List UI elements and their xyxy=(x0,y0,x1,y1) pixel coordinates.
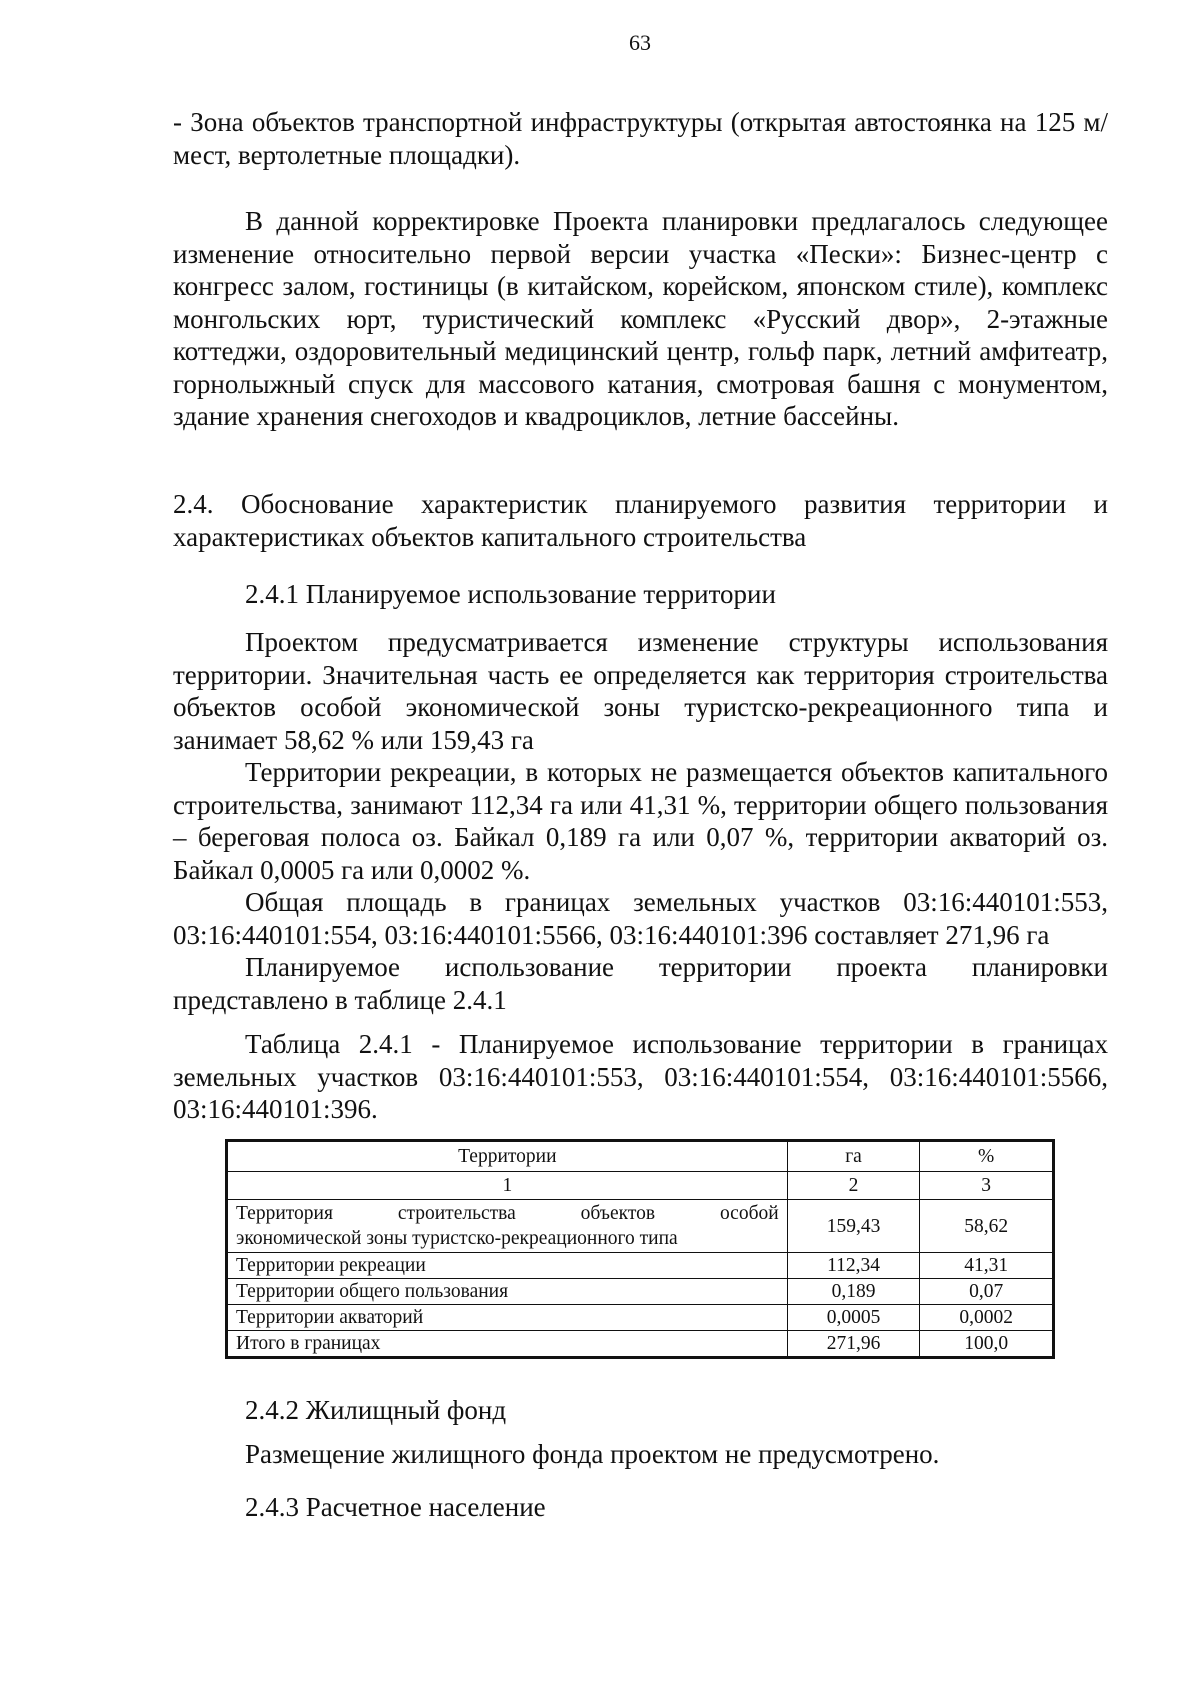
paragraph-housing-stock: Размещение жилищного фонда проектом не предусмотрено. xyxy=(245,1439,940,1469)
table-row xyxy=(227,1279,1054,1305)
table-cell-percent: 0,0002 xyxy=(920,1305,1054,1331)
table-cell-ha: 0,189 xyxy=(787,1279,920,1305)
section-heading-2-4-3: 2.4.3 Расчетное население xyxy=(245,1492,546,1522)
paragraph-total-area: Общая площадь в границах земельных участков 03:16:440101:553, 03:16:440101:554, 03:16:440101:5566, 03:16:440101:396 составляет 271,96 га xyxy=(173,887,1108,950)
table-cell-percent: 41,31 xyxy=(920,1253,1054,1279)
territory-usage-table xyxy=(225,1139,1055,1359)
table-cell-name-line: Территория строительства объектов особой xyxy=(236,1203,779,1224)
table-header-row xyxy=(227,1141,1054,1172)
table-column-number: 3 xyxy=(920,1172,1054,1200)
table-cell-percent: 58,62 xyxy=(920,1200,1054,1253)
table-cell-name: Территории рекреации xyxy=(227,1253,788,1279)
table-row-total xyxy=(227,1331,1054,1358)
table-cell-name: Итого в границах xyxy=(227,1331,788,1358)
table-cell-ha: 0,0005 xyxy=(787,1305,920,1331)
table-cell-ha: 159,43 xyxy=(787,1200,920,1253)
table-row xyxy=(227,1200,1054,1253)
paragraph-structure-change: Проектом предусматривается изменение структуры использования территории. Значительная часть ее определяется как территория строительства объектов особой экономической зоны туристско-рекреационного типа и занимает 58,62 % или 159,43 га xyxy=(173,627,1108,755)
table-cell-percent: 0,07 xyxy=(920,1279,1054,1305)
table-row xyxy=(227,1305,1054,1331)
table-column-number-row xyxy=(227,1172,1054,1200)
table-cell-ha: 112,34 xyxy=(787,1253,920,1279)
paragraph-project-adjustment: В данной корректировке Проекта планировки предлагалось следующее изменение относительно первой версии участка «Пески»: Бизнес-центр с конгресс залом, гостиницы (в китайском, корейском, японском стиле), комплекс монгольских юрт, туристический комплекс «Русский двор», 2-этажные коттеджи, оздоровительный медицинский центр, гольф парк, летний амфитеатр, горнолыжный спуск для массового катания, смотровая башня с монументом, здание хранения снегоходов и квадроциклов, летние бассейны. xyxy=(173,206,1108,431)
table-cell-name-line: экономической зоны туристско-рекреационного типа xyxy=(236,1228,678,1249)
table-cell-percent: 100,0 xyxy=(920,1331,1054,1358)
section-heading-2-4-1: 2.4.1 Планируемое использование территории xyxy=(245,579,776,609)
section-heading-2-4-2: 2.4.2 Жилищный фонд xyxy=(245,1395,507,1425)
table-cell-name xyxy=(227,1200,788,1253)
paragraph-recreation-territories: Территории рекреации, в которых не размещается объектов капитального строительства, занимают 112,34 га или 41,31 %, территории общего пользования – береговая полоса оз. Байкал 0,189 га или 0,07 %, территории акваторий оз. Байкал 0,0005 га или 0,0002 %. xyxy=(173,757,1108,885)
table-caption: Таблица 2.4.1 - Планируемое использование территории в границах земельных участков 03:16:440101:553, 03:16:440101:554, 03:16:440101:5566, 03:16:440101:396. xyxy=(173,1029,1108,1124)
table-header-percent: % xyxy=(920,1141,1054,1172)
table-column-number: 1 xyxy=(227,1172,788,1200)
paragraph-planned-use: Планируемое использование территории проекта планировки представлено в таблице 2.4.1 xyxy=(173,952,1108,1015)
paragraph-transport-zone: - Зона объектов транспортной инфраструктуры (открытая автостоянка на 125 м/мест, вертолетные площадки). xyxy=(173,107,1108,170)
table-column-number: 2 xyxy=(787,1172,920,1200)
table-row xyxy=(227,1253,1054,1279)
table-cell-name: Территории общего пользования xyxy=(227,1279,788,1305)
table-cell-name: Территории акваторий xyxy=(227,1305,788,1331)
table-header-ha: га xyxy=(787,1141,920,1172)
table-header-territories: Территории xyxy=(227,1141,788,1172)
table-cell-ha: 271,96 xyxy=(787,1331,920,1358)
page-number: 63 xyxy=(629,30,651,55)
section-heading-2-4: 2.4. Обоснование характеристик планируемого развития территории и характеристиках объектов капитального строительства xyxy=(173,489,1108,552)
